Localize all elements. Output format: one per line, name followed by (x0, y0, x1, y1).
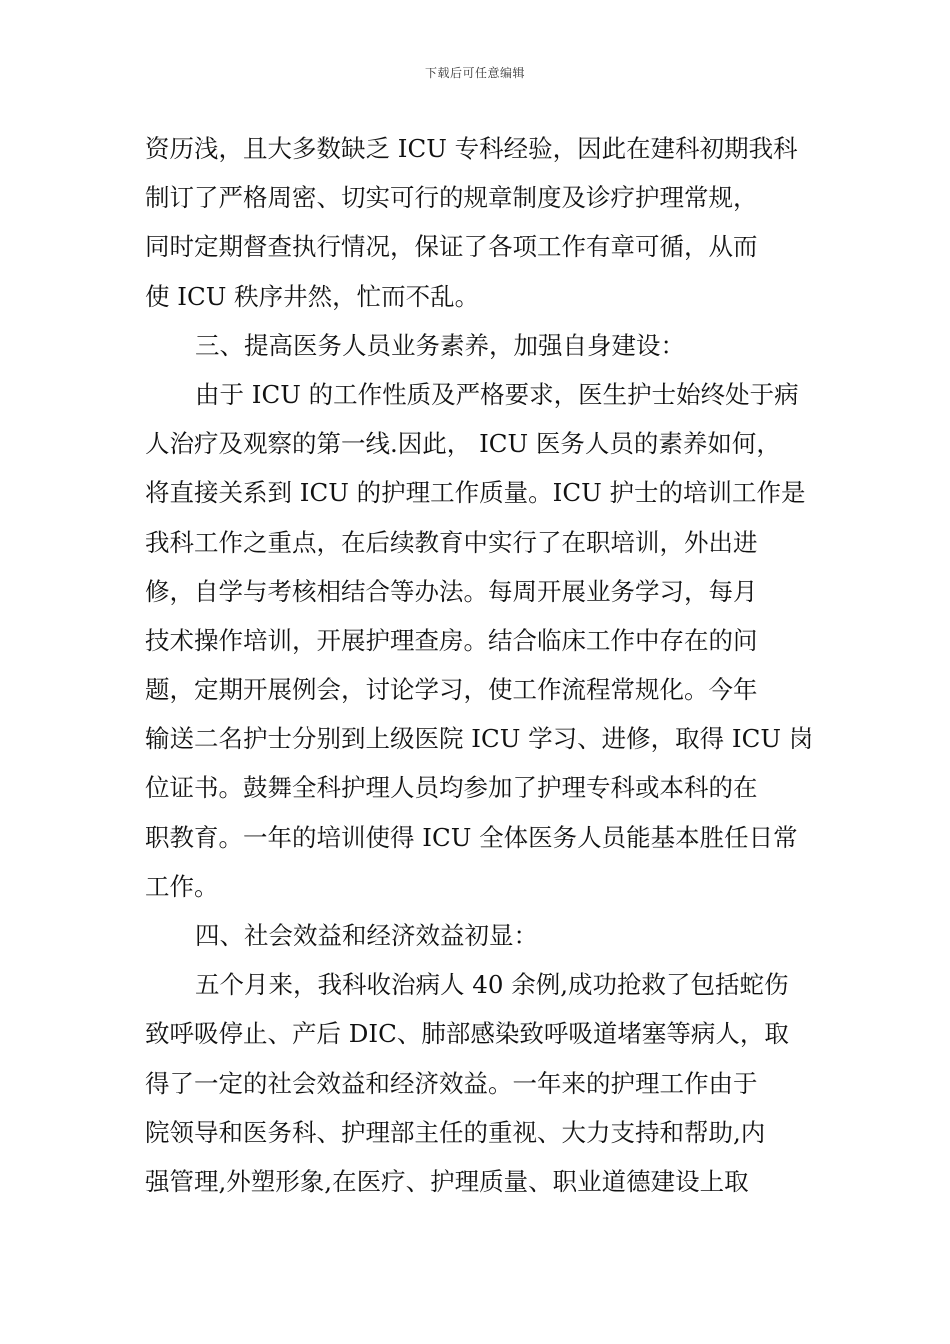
text-line: 同时定期督查执行情况，保证了各项工作有章可循，从而 (145, 232, 758, 262)
text-line: 强管理,外塑形象,在医疗、护理质量、职业道德建设上取 (145, 1166, 749, 1196)
text-line: 由于 ICU 的工作性质及严格要求，医生护士始终处于病 (195, 379, 799, 409)
section-heading: 四、社会效益和经济效益初显： (195, 921, 538, 950)
text-line: 将直接关系到 ICU 的护理工作质量。ICU 护士的培训工作是 (145, 478, 806, 508)
text-line: 位证书。鼓舞全科护理人员均参加了护理专科或本科的在 (145, 773, 758, 803)
document-body (145, 124, 814, 1206)
text-line: 人治疗及观察的第一线.因此， ICU 医务人员的素养如何， (145, 429, 781, 459)
text-line: 使 ICU 秩序井然，忙而不乱。 (145, 281, 480, 311)
text-line: 题，定期开展例会，讨论学习，使工作流程常规化。今年 (145, 675, 758, 705)
text-line: 得了一定的社会效益和经济效益。一年来的护理工作由于 (145, 1068, 758, 1098)
page-header: 下载后可任意编辑 (424, 66, 525, 80)
text-line: 技术操作培训，开展护理查房。结合临床工作中存在的问 (145, 625, 758, 655)
text-line: 我科工作之重点，在后续教育中实行了在职培训，外出进 (145, 527, 758, 557)
text-line: 院领导和医务科、护理部主任的重视、大力支持和帮助,内 (145, 1117, 766, 1147)
text-line: 职教育。一年的培训使得 ICU 全体医务人员能基本胜任日常 (145, 822, 798, 852)
text-line: 制订了严格周密、切实可行的规章制度及诊疗护理常规， (145, 183, 758, 213)
text-line: 输送二名护士分别到上级医院 ICU 学习、进修，取得 ICU 岗 (145, 724, 814, 754)
text-line: 工作。 (145, 871, 219, 901)
text-line: 致呼吸停止、产后 DIC、肺部感染致呼吸道堵塞等病人，取 (145, 1019, 789, 1049)
text-line: 五个月来，我科收治病人 40 余例,成功抢救了包括蛇伤 (195, 970, 789, 1000)
text-line: 资历浅，且大多数缺乏 ICU 专科经验，因此在建科初期我科 (145, 134, 798, 163)
text-line: 修，自学与考核相结合等办法。每周开展业务学习，每月 (145, 576, 758, 606)
section-heading: 三、提高医务人员业务素养，加强自身建设： (195, 330, 685, 360)
